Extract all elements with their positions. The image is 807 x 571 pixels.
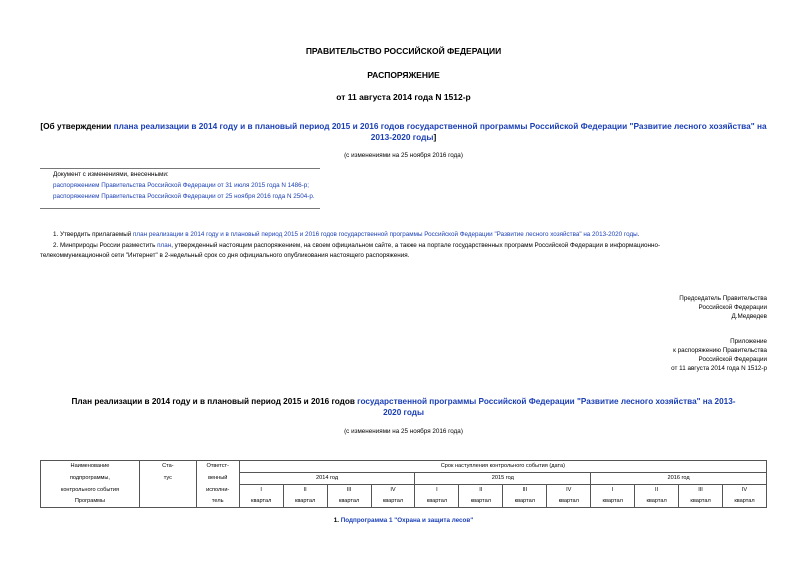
quarter-numeral: III xyxy=(503,485,547,497)
quarter-numeral: II xyxy=(283,485,327,497)
paragraph-2-line-2: телекоммуникационной сети "Интернет" в 2-недельный срок со дня официального опубликования настоящего распоряжения. xyxy=(40,252,410,259)
quarter-word: квартал xyxy=(327,496,371,508)
amendments-bottom-divider xyxy=(40,208,320,209)
appendix-label: Приложение xyxy=(730,338,767,345)
quarter-word: квартал xyxy=(635,496,679,508)
col-executor-header-2: венный xyxy=(196,473,239,485)
quarter-numeral: II xyxy=(459,485,503,497)
quarter-numeral: I xyxy=(591,485,635,497)
quarter-word: квартал xyxy=(503,496,547,508)
paragraph-1-end: . xyxy=(637,231,640,238)
col-executor-header-3: исполни- xyxy=(196,485,239,497)
year-2014-header: 2014 год xyxy=(239,473,415,485)
quarter-word: квартал xyxy=(547,496,591,508)
quarter-numeral: III xyxy=(327,485,371,497)
signature-block xyxy=(679,294,767,321)
plan-title-link[interactable]: плана реализации в 2014 году и в плановый период 2015 и 2016 годов государственной программы Российской Федерации "Развитие лесного хозяйства" на 2013-2020 годы xyxy=(113,121,767,142)
col-status-header-2: тус xyxy=(139,473,196,485)
quarter-word: квартал xyxy=(679,496,723,508)
col-status-header-1: Ста- xyxy=(139,461,196,473)
amendments-heading: Документ с изменениями, внесенными: xyxy=(53,171,169,178)
title-bracket-close: ] xyxy=(433,132,437,142)
signature-name: Д.Медведев xyxy=(731,313,767,320)
document-type: РАСПОРЯЖЕНИЕ xyxy=(367,70,440,80)
subprogram-number: 1. xyxy=(333,517,341,524)
title-bracket-open: [Об утверждении xyxy=(40,121,114,131)
plan-changes-note: (с изменениями на 25 ноября 2016 года) xyxy=(344,428,463,435)
col-name-header-1: Наименование xyxy=(41,461,140,473)
col-name-header-2: подпрограммы, xyxy=(41,473,140,485)
plan-title-text: План реализации в 2014 году и в плановый период 2015 и 2016 годов xyxy=(71,397,358,406)
col-executor-header-4: тель xyxy=(196,496,239,508)
col-executor-header-1: Ответст- xyxy=(196,461,239,473)
appendix-date: от 11 августа 2014 года N 1512-р xyxy=(671,365,767,372)
table-row xyxy=(41,485,767,497)
quarter-numeral: IV xyxy=(371,485,415,497)
quarter-word: квартал xyxy=(283,496,327,508)
signature-position: Председатель Правительства xyxy=(679,295,767,302)
document-title xyxy=(40,121,767,143)
paragraph-1-plan-link[interactable]: план реализации в 2014 году и в плановый период 2015 и 2016 годов государственной программы Российской Федерации "Развитие лесного хозяйства" на 2013-2020 годы xyxy=(133,231,638,238)
year-2015-header: 2015 год xyxy=(415,473,591,485)
deadline-header: Срок наступления контрольного события (дата) xyxy=(239,461,766,473)
table-header-row xyxy=(41,461,767,473)
appendix-country: Российской Федерации xyxy=(698,356,767,363)
subprogram-link[interactable]: Подпрограмма 1 "Охрана и защита лесов" xyxy=(340,517,474,524)
quarter-word: квартал xyxy=(415,496,459,508)
appendix-block xyxy=(671,337,767,373)
col-name-header-3: контрольного события xyxy=(41,485,140,497)
quarter-word: квартал xyxy=(371,496,415,508)
quarter-numeral: I xyxy=(239,485,283,497)
quarter-numeral: IV xyxy=(723,485,767,497)
state-program-link[interactable]: государственной программы Российской Федерации "Развитие лесного хозяйства" на 2013- xyxy=(357,397,736,406)
state-program-link-cont[interactable]: 2020 годы xyxy=(383,408,424,417)
col-name-header-4: Программы xyxy=(41,496,140,508)
table-row xyxy=(41,473,767,485)
paragraph-2-rest: , утвержденный настоящим распоряжением, на своем официальном сайте, а также на портале государственных программ Российской Федерации в информационно- xyxy=(171,242,661,249)
plan-table xyxy=(40,460,767,508)
col-status-header-3 xyxy=(139,485,196,497)
paragraph-1-text: 1. Утвердить прилагаемый xyxy=(53,231,134,238)
year-2016-header: 2016 год xyxy=(591,473,767,485)
appendix-ref: к распоряжению Правительства xyxy=(673,347,767,354)
changes-note: (с изменениями на 25 ноября 2016 года) xyxy=(344,152,463,159)
paragraph-2-line-1 xyxy=(53,241,660,250)
amendment-link-2016[interactable]: распоряжением Правительства Российской Федерации от 25 ноября 2016 года N 2504-р. xyxy=(53,193,315,200)
document-date: от 11 августа 2014 года N 1512-р xyxy=(336,92,471,102)
quarter-word: квартал xyxy=(591,496,635,508)
government-heading: ПРАВИТЕЛЬСТВО РОССИЙСКОЙ ФЕДЕРАЦИИ xyxy=(305,46,502,56)
quarter-numeral: III xyxy=(679,485,723,497)
quarter-numeral: IV xyxy=(547,485,591,497)
table-row xyxy=(41,496,767,508)
quarter-word: квартал xyxy=(459,496,503,508)
quarter-numeral: I xyxy=(415,485,459,497)
plan-title xyxy=(40,396,767,418)
col-status-header-4 xyxy=(139,496,196,508)
quarter-numeral: II xyxy=(635,485,679,497)
subprogram-heading xyxy=(0,517,807,524)
quarter-word: квартал xyxy=(239,496,283,508)
amendment-link-2015[interactable]: распоряжением Правительства Российской Федерации от 31 июля 2015 года N 1486-р; xyxy=(53,182,309,189)
paragraph-2-plan-link[interactable]: план xyxy=(157,242,172,249)
amendments-top-divider xyxy=(40,168,320,169)
quarter-word: квартал xyxy=(723,496,767,508)
paragraph-2-text: 2. Минприроды России разместить xyxy=(53,242,158,249)
paragraph-1 xyxy=(53,230,639,239)
signature-country: Российской Федерации xyxy=(698,304,767,311)
